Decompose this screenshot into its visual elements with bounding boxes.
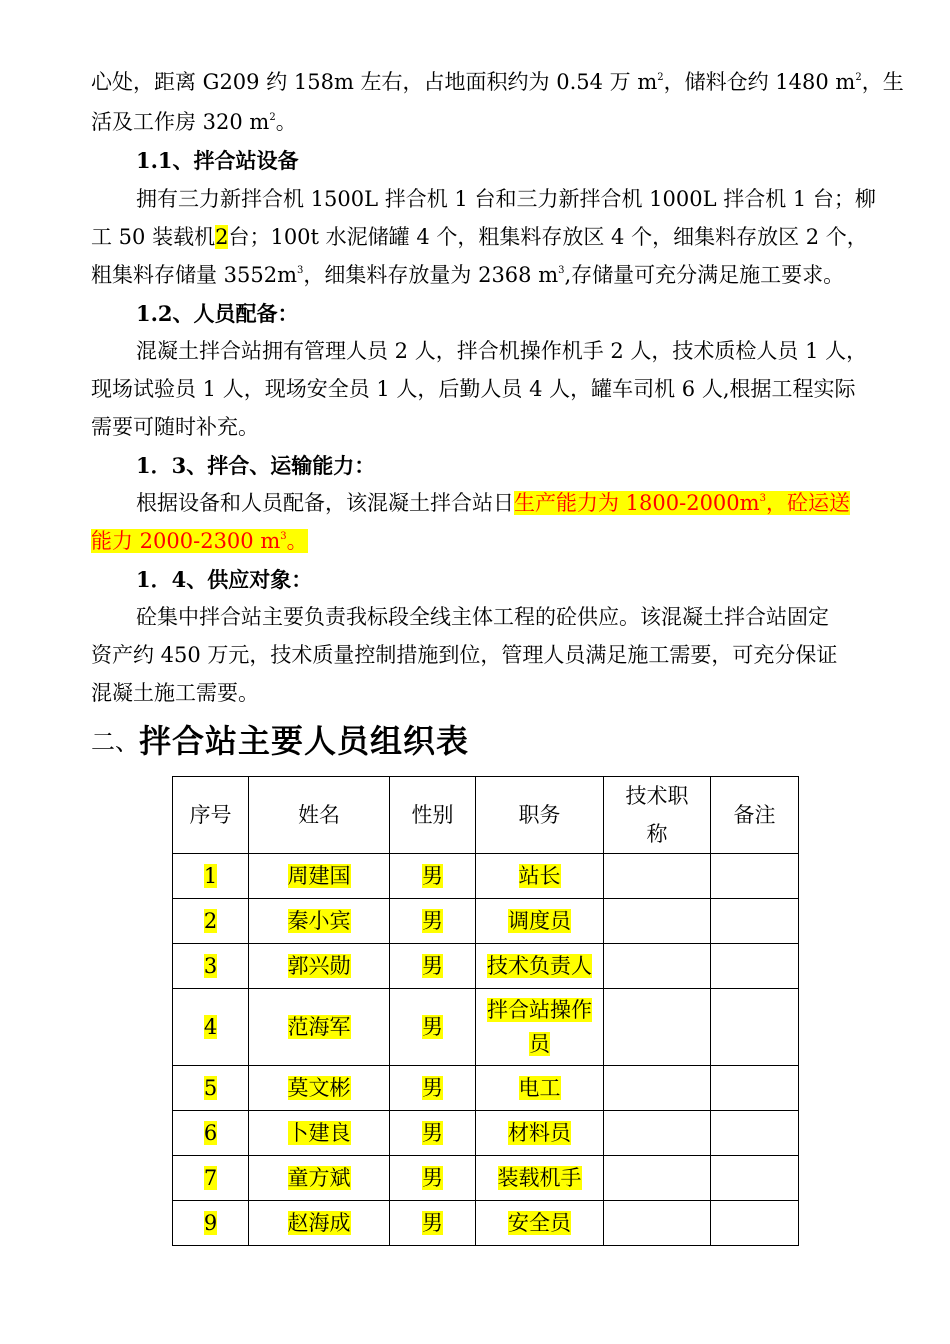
table-row bbox=[173, 1066, 799, 1111]
cell-role-text: 员 bbox=[529, 1032, 550, 1056]
subheading-capacity: 1．3、拌合、运输能力： bbox=[136, 453, 376, 478]
subheading-supply: 1．4、供应对象： bbox=[136, 567, 313, 592]
cell-tech-title bbox=[604, 989, 711, 1066]
text-run: 心处，距离 G209 约 158m 左右，占地面积约为 0.54 万 m bbox=[91, 70, 658, 94]
superscript: 3 bbox=[280, 531, 287, 542]
text-run: 台；100t 水泥储罐 4 个，粗集料存放区 4 个，细集料存放区 2 个， bbox=[228, 225, 868, 249]
cell-gender-text: 男 bbox=[422, 1015, 443, 1039]
cell-role-text: 拌合站操作 bbox=[487, 998, 592, 1022]
cell-tech-title bbox=[604, 1066, 711, 1111]
text-run: ,存储量可充分满足施工要求。 bbox=[564, 263, 845, 287]
table-header-row bbox=[173, 777, 799, 854]
table-row bbox=[173, 1111, 799, 1156]
cell-seq bbox=[173, 899, 249, 944]
cell-gender-text: 男 bbox=[422, 864, 443, 888]
header-tech-title bbox=[604, 777, 711, 854]
cell-name bbox=[249, 1066, 390, 1111]
cell-role bbox=[476, 1066, 604, 1111]
subheading-equipment: 1.1、拌合站设备 bbox=[136, 148, 299, 173]
text-run: 根据设备和人员配备，该混凝土拌合站日 bbox=[136, 491, 514, 515]
cell-role bbox=[476, 1201, 604, 1246]
header-remark: 备注 bbox=[711, 777, 799, 854]
cell-name bbox=[249, 1111, 390, 1156]
cell-role-text: 站长 bbox=[518, 864, 561, 888]
cell-seq bbox=[173, 854, 249, 899]
text-run: 活及工作房 320 m bbox=[91, 110, 270, 134]
text-line bbox=[91, 526, 871, 556]
cell-tech-title bbox=[604, 899, 711, 944]
table-row bbox=[173, 899, 799, 944]
text-run: 工 50 装载机 bbox=[91, 225, 216, 249]
header-seq: 序号 bbox=[173, 777, 249, 854]
cell-role bbox=[476, 944, 604, 989]
highlighted-text bbox=[514, 491, 850, 515]
cell-gender-text: 男 bbox=[422, 909, 443, 933]
cell-gender-text: 男 bbox=[422, 1166, 443, 1190]
cell-name-text: 周建国 bbox=[287, 864, 351, 888]
cell-role-text: 调度员 bbox=[508, 909, 571, 933]
cell-gender bbox=[390, 1066, 476, 1111]
cell-remark bbox=[711, 1156, 799, 1201]
cell-tech-title bbox=[604, 1201, 711, 1246]
cell-name-text: 赵海成 bbox=[287, 1211, 351, 1235]
subheading-staffing: 1.2、人员配备： bbox=[136, 301, 299, 326]
cell-gender-text: 男 bbox=[422, 1121, 443, 1145]
cell-gender-text: 男 bbox=[422, 1076, 443, 1100]
cell-role bbox=[476, 854, 604, 899]
cell-gender bbox=[390, 1111, 476, 1156]
text-line bbox=[91, 260, 871, 290]
cell-gender bbox=[390, 854, 476, 899]
cell-role bbox=[476, 989, 604, 1066]
cell-seq bbox=[173, 944, 249, 989]
cell-seq bbox=[173, 1111, 249, 1156]
table-row bbox=[173, 944, 799, 989]
cell-role-text: 技术负责人 bbox=[487, 954, 592, 978]
text-line: 混凝土施工需要。 bbox=[91, 681, 259, 705]
text-run: 。 bbox=[286, 529, 308, 553]
cell-gender bbox=[390, 944, 476, 989]
cell-role bbox=[476, 899, 604, 944]
table-row bbox=[173, 854, 799, 899]
cell-seq-text: 6 bbox=[203, 1121, 218, 1145]
cell-remark bbox=[711, 1066, 799, 1111]
text-run: ，生 bbox=[861, 70, 904, 94]
cell-gender bbox=[390, 899, 476, 944]
highlighted-text bbox=[91, 529, 308, 553]
header-gender: 性别 bbox=[390, 777, 476, 854]
cell-remark bbox=[711, 989, 799, 1066]
cell-seq bbox=[173, 1066, 249, 1111]
table-row bbox=[173, 989, 799, 1066]
cell-remark bbox=[711, 1111, 799, 1156]
header-tech-title-line: 称 bbox=[646, 822, 668, 846]
cell-role-text: 安全员 bbox=[508, 1211, 571, 1235]
cell-tech-title bbox=[604, 1111, 711, 1156]
text-run: ，储料仓约 1480 m bbox=[663, 70, 856, 94]
superscript: 2 bbox=[657, 72, 664, 83]
cell-gender bbox=[390, 1201, 476, 1246]
cell-role-text: 电工 bbox=[518, 1076, 561, 1100]
header-name: 姓名 bbox=[249, 777, 390, 854]
cell-remark bbox=[711, 1201, 799, 1246]
header-tech-title-line: 技术职 bbox=[625, 784, 689, 808]
cell-seq bbox=[173, 989, 249, 1066]
text-run: 生产能力为 1800-2000m bbox=[514, 491, 760, 515]
cell-tech-title bbox=[604, 1156, 711, 1201]
superscript: 2 bbox=[269, 112, 276, 123]
header-role: 职务 bbox=[476, 777, 604, 854]
cell-remark bbox=[711, 899, 799, 944]
cell-seq bbox=[173, 1201, 249, 1246]
text-line bbox=[136, 488, 916, 518]
cell-seq-text: 2 bbox=[203, 909, 218, 933]
section-title: 拌合站主要人员组织表 bbox=[139, 722, 470, 760]
text-line bbox=[91, 222, 871, 252]
cell-name bbox=[249, 944, 390, 989]
cell-gender-text: 男 bbox=[422, 954, 443, 978]
highlighted-text: 2 bbox=[215, 225, 229, 249]
section-heading bbox=[91, 716, 469, 766]
cell-name-text: 秦小宾 bbox=[287, 909, 351, 933]
cell-role-text: 材料员 bbox=[508, 1121, 571, 1145]
cell-role-text: 装载机手 bbox=[497, 1166, 582, 1190]
cell-name bbox=[249, 989, 390, 1066]
text-run: ，细集料存放量为 2368 m bbox=[303, 263, 559, 287]
cell-seq-text: 1 bbox=[203, 864, 218, 888]
cell-gender bbox=[390, 989, 476, 1066]
text-line: 砼集中拌合站主要负责我标段全线主体工程的砼供应。该混凝土拌合站固定 bbox=[136, 605, 829, 629]
superscript: 3 bbox=[558, 265, 565, 276]
cell-seq-text: 7 bbox=[203, 1166, 218, 1190]
section-number: 二、 bbox=[91, 728, 139, 756]
text-line: 资产约 450 万元，技术质量控制措施到位，管理人员满足施工需要，可充分保证 bbox=[91, 643, 838, 667]
cell-tech-title bbox=[604, 854, 711, 899]
text-line bbox=[91, 107, 871, 137]
cell-name-text: 童方斌 bbox=[287, 1166, 351, 1190]
cell-seq bbox=[173, 1156, 249, 1201]
text-line: 现场试验员 1 人，现场安全员 1 人，后勤人员 4 人，罐车司机 6 人,根据工程实际 bbox=[91, 377, 856, 401]
cell-name bbox=[249, 899, 390, 944]
staff-table bbox=[172, 776, 799, 1246]
cell-name-text: 郭兴勋 bbox=[287, 954, 351, 978]
superscript: 3 bbox=[759, 493, 766, 504]
cell-name bbox=[249, 1156, 390, 1201]
text-run: 粗集料存储量 3552m bbox=[91, 263, 298, 287]
cell-role bbox=[476, 1156, 604, 1201]
cell-gender-text: 男 bbox=[422, 1211, 443, 1235]
superscript: 3 bbox=[297, 265, 304, 276]
cell-gender bbox=[390, 1156, 476, 1201]
cell-name-text: 范海军 bbox=[287, 1015, 351, 1039]
cell-tech-title bbox=[604, 944, 711, 989]
text-run: 。 bbox=[275, 110, 297, 134]
text-run: 能力 2000-2300 m bbox=[91, 529, 281, 553]
cell-seq-text: 9 bbox=[203, 1211, 218, 1235]
superscript: 2 bbox=[855, 72, 862, 83]
cell-seq-text: 5 bbox=[203, 1076, 218, 1100]
cell-name-text: 卜建良 bbox=[287, 1121, 351, 1145]
table-row bbox=[173, 1201, 799, 1246]
cell-remark bbox=[711, 854, 799, 899]
text-run: ，砼运送 bbox=[765, 491, 850, 515]
text-line bbox=[91, 67, 904, 97]
table-row bbox=[173, 1156, 799, 1201]
text-line: 混凝土拌合站拥有管理人员 2 人，拌合机操作机手 2 人，技术质检人员 1 人， bbox=[136, 339, 868, 363]
text-line: 需要可随时补充。 bbox=[91, 415, 259, 439]
cell-role bbox=[476, 1111, 604, 1156]
cell-name-text: 莫文彬 bbox=[287, 1076, 351, 1100]
cell-seq-text: 3 bbox=[203, 954, 218, 978]
cell-seq-text: 4 bbox=[203, 1015, 218, 1039]
cell-name bbox=[249, 1201, 390, 1246]
text-line: 拥有三力新拌合机 1500L 拌合机 1 台和三力新拌合机 1000L 拌合机 1 台；柳 bbox=[136, 187, 876, 211]
cell-remark bbox=[711, 944, 799, 989]
cell-name bbox=[249, 854, 390, 899]
